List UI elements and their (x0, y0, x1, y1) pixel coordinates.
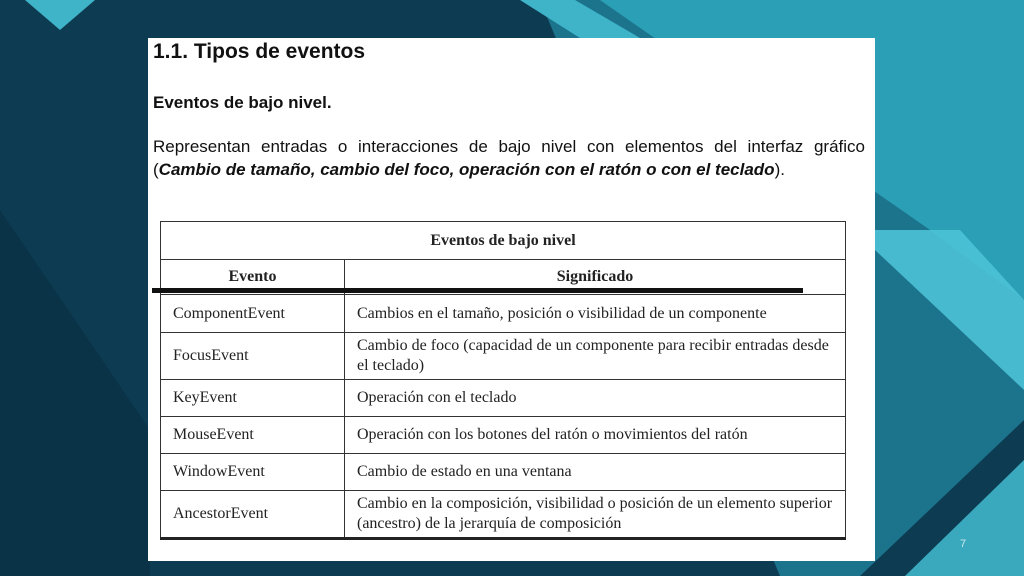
table-row (161, 417, 846, 454)
page-title: 1.1. Tipos de eventos (153, 40, 366, 63)
meaning-cell: Cambio en la composición, visibilidad o posición de un elemento superior (ancestro) de la jerarquía de composición (345, 491, 846, 539)
column-header-event: Evento (161, 260, 345, 295)
event-cell: WindowEvent (161, 454, 345, 491)
paragraph-text-end: ). (774, 160, 785, 179)
table-caption: Eventos de bajo nivel (161, 222, 846, 260)
events-table (160, 221, 846, 540)
header-divider-line (152, 288, 803, 293)
table-row (161, 491, 846, 539)
meaning-cell: Operación con los botones del ratón o movimientos del ratón (345, 417, 846, 454)
event-cell: AncestorEvent (161, 491, 345, 539)
meaning-cell: Cambio de estado en una ventana (345, 454, 846, 491)
table-row (161, 454, 846, 491)
paragraph-text-start: Representan entradas o interacciones de bajo nivel con elementos del interfaz gráfico ( (153, 137, 865, 179)
event-cell: MouseEvent (161, 417, 345, 454)
table-row (161, 333, 846, 380)
description-paragraph (153, 135, 865, 181)
meaning-cell: Operación con el teclado (345, 380, 846, 417)
event-cell: ComponentEvent (161, 295, 345, 333)
column-header-meaning: Significado (345, 260, 846, 295)
event-cell: KeyEvent (161, 380, 345, 417)
paragraph-emphasis: Cambio de tamaño, cambio del foco, operación con el ratón o con el teclado (158, 160, 775, 179)
section-subtitle: Eventos de bajo nivel. (153, 93, 332, 112)
table-row (161, 295, 846, 333)
table-caption-row (161, 222, 846, 260)
meaning-cell: Cambio de foco (capacidad de un componente para recibir entradas desde el teclado) (345, 333, 846, 380)
event-cell: FocusEvent (161, 333, 345, 380)
page-number: 7 (960, 538, 967, 550)
meaning-cell: Cambios en el tamaño, posición o visibilidad de un componente (345, 295, 846, 333)
table-row (161, 380, 846, 417)
